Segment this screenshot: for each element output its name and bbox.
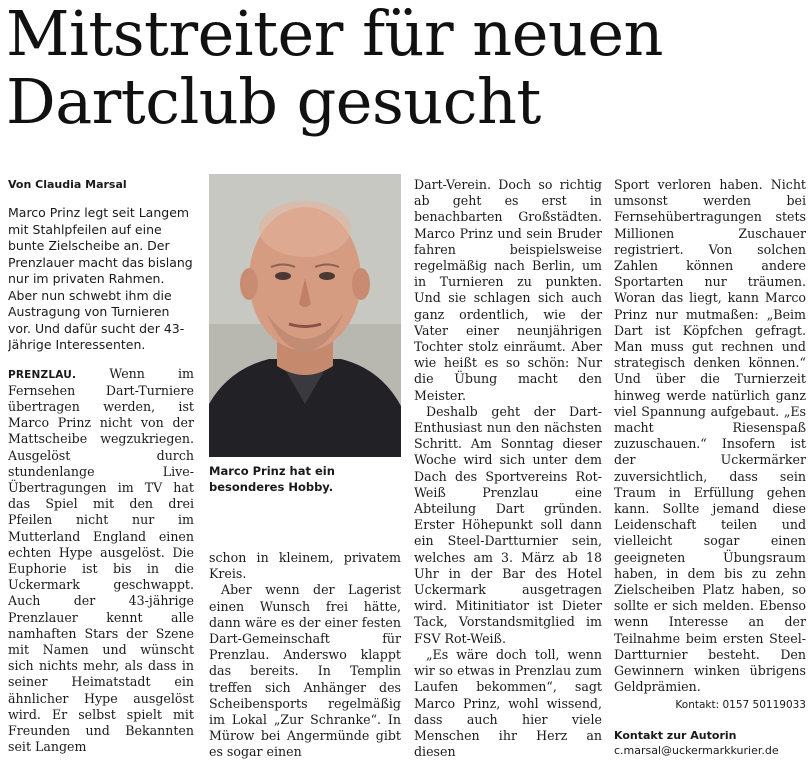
- portrait-photo: [209, 174, 401, 457]
- body-paragraph-2b: Aber wenn der Lagerist einen Wunsch frei hätte, dann wäre es der einer festen Dart-Gemeinschaft für Prenzlau. Anderswo klappt das bereits. In Templin treffen sich Anhänger des Scheibensports regelmäßig im Lokal „Zur Schranke“. In Mürow bei Angermünde gibt es sogar einen: [209, 582, 401, 760]
- column-4: [614, 177, 806, 758]
- dateline: PRENZLAU.: [8, 368, 77, 381]
- body-paragraph-3c: „Es wäre doch toll, wenn wir so etwas in Prenzlau zum Laufen bekommen“, sagt Marco Prinz, wohl wissend, dass auch hier viele Menschen ihr Herz an diesen: [414, 646, 602, 760]
- body-paragraph-3a: Dart-Verein. Doch so richtig ab geht es erst in benachbarten Großstädten. Marco Prinz und sein Bruder fahren beispielsweise regelmäßig nach Berlin, um in Turnieren zu punkten. Und sie schlagen sich auch ganz ordentlich, wie der Vater einer neunjährigen Tochter stolz einräumt. Aber wie heißt es so schön: Nur die Übung macht den Meister.: [414, 177, 602, 403]
- author-contact-heading: Kontakt zur Autorin: [614, 728, 737, 742]
- photo-caption: Marco Prinz hat ein besonderes Hobby.: [209, 464, 335, 494]
- column-2: [209, 550, 401, 761]
- body-paragraph-3b: Deshalb geht der Dart-Enthusiast nun den nächsten Schritt. Am Sonntag dieser Woche wird sich unter dem Dach des Sportvereins Rot-Weiß Prenzlau eine Abteilung Dart gründen. Erster Höhepunkt soll dann ein Steel-Dartturnier sein, welches am 3. März ab 18 Uhr in der Bar des Hotel Uckermark ausgetragen wird. Mitinitiator ist Dieter Tack, Vorstandsmitglied im FSV Rot-Weiß.: [414, 403, 602, 646]
- column-3: [414, 177, 602, 760]
- portrait-illustration: [209, 174, 401, 457]
- author-email[interactable]: c.marsal@uckermarkkurier.de: [614, 743, 779, 757]
- lead-paragraph: Marco Prinz legt seit Langem mit Stahlpfeilen auf eine bunte Zielscheibe an. Der Prenzlauer macht das bislang nur im privaten Rahmen. Aber nun schwebt ihm die Austragung von Turnieren vor. Und dafür sucht der 43-Jährige Interessenten.: [8, 205, 193, 352]
- contact-phone: Kontakt: 0157 50119033: [675, 698, 806, 711]
- body-paragraph-1: [8, 366, 194, 756]
- body-paragraph-2a: schon in kleinem, privatem Kreis.: [209, 550, 401, 582]
- headline-line-2: Dartclub gesucht: [6, 65, 541, 138]
- byline: Von Claudia Marsal: [8, 178, 127, 191]
- column-1: [8, 178, 194, 755]
- body-paragraph-4: Sport verloren haben. Nicht umsonst werden bei Fernsehübertragungen stets Millionen Zuschauer registriert. Von solchen Zahlen können andere Sportarten nur träumen. Woran das liegt, kann Marco Prinz nur mutmaßen: „Beim Dart ist Köpfchen gefragt. Man muss gut rechnen und strategisch denken können.“ Und über die Turnierzeit hinweg werde natürlich ganz viel Spannung aufgebaut. „Es macht Riesenspaß zuzuschauen.“ Insofern ist der Uckermärker zuversichtlich, dass sein Traum in Erfüllung gehen kann. Sollte jemand diese Leidenschaft teilen und vielleicht sogar einen geeigneten Übungsraum haben, in dem bis zu zehn Zielscheiben Platz haben, so sollte er sich melden. Ebenso wenn Interesse an der Teilnahme beim ersten Steel-Dartturnier besteht. Den Gewinnern winken übrigens Geldprämien.: [614, 177, 806, 695]
- headline-line-1: Mitstreiter für neuen: [6, 0, 663, 70]
- body-text-1: Wenn im Fernsehen Dart-Turniere übertragen werden, ist Marco Prinz nicht von der Mattscheibe wegzukriegen. Ausgelöst durch stundenlange Live-Übertragungen im TV hat das Spiel mit den drei Pfeilen nicht nur im Mutterland England einen echten Hype ausgelöst. Die Euphorie ist bis in die Uckermark geschwappt. Auch der 43-jährige Prenzlauer kennt alle namhaften Stars der Szene mit Namen und wünscht sich nichts mehr, als dass in seiner Heimatstadt ein ähnlicher Hype ausgelöst wird. Er selbst spielt mit Freunden und Bekannten seit Langem: [8, 365, 194, 755]
- article-headline: [6, 0, 806, 136]
